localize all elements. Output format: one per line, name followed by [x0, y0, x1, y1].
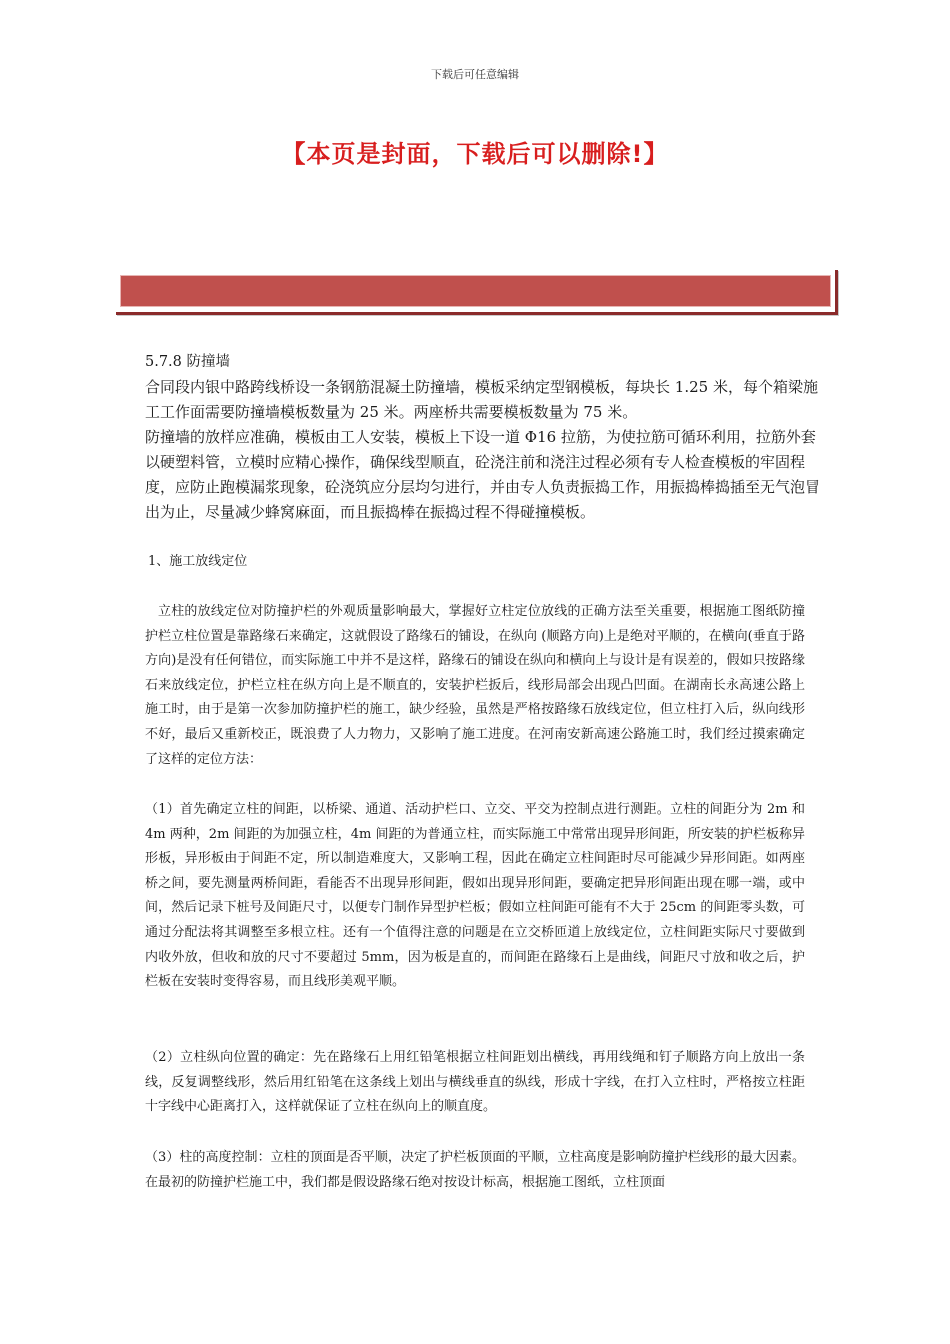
section-heading: 5.7.8 防撞墙	[145, 354, 231, 370]
body-paragraph-longitudinal: （2）立柱纵向位置的确定：先在路缘石上用红铅笔根据立柱间距划出横线，再用线绳和钉子顺路方向上放出一条线，反复调整线形，然后用红铅笔在这条线上划出与横线垂直的纵线，形成十字线，在打入立柱时，严格按立柱距十字线中心距离打入，这样就保证了立柱在纵向上的顺直度。	[145, 1050, 805, 1115]
body-paragraph-spacing: （1）首先确定立柱的间距，以桥梁、通道、活动护栏口、立交、平交为控制点进行测距。立柱的间距分为 2m 和 4m 两种，2m 间距的为加强立柱，4m 间距的为普通立柱，而实际施工中常常出现异形间距，所安装的护栏板称异形板，异形板由于间距不定，所以制造难度大，又影响工程，因此在确定立柱间距时尽可能减少异形间距。如两座桥之间，要先测量两桥间距，看能否不出现异形间距，假如出现异形间距，要确定把异形间距出现在哪一端，或中间，然后记录下桩号及间距尺寸，以便专门制作异型护栏板；假如立柱间距可能有不大于 25cm 的间距零头数，可通过分配法将其调整至多根立柱。还有一个值得注意的问题是在立交桥匝道上放线定位，立柱间距实际尺寸要做到内收外放，但收和放的尺寸不要超过 5mm，因为板是直的，而间距在路缘石上是曲线，间距尺寸放和收之后，护栏板在安装时变得容易，而且线形美观平顺。	[145, 802, 805, 990]
banner-fill	[120, 275, 831, 307]
section-body	[145, 350, 825, 525]
body-paragraph-positioning: 立柱的放线定位对防撞护栏的外观质量影响最大，掌握好立柱定位放线的正确方法至关重要，根据施工图纸防撞护栏立柱位置是靠路缘石来确定，这就假设了路缘石的铺设，在纵向 (顺路方向)上是绝对平顺的，在横向(垂直于路方向)是没有任何错位，而实际施工中并不是这样，路缘石的铺设在纵向和横向上与设计是有误差的，假如只按路缘石来放线定位，护栏立柱在纵方向上是不顺直的，安装护栏扳后，线形局部会出现凸凹面。在湖南长永高速公路上施工时，由于是第一次参加防撞护栏的施工，缺少经验，虽然是严格按路缘石放线定位，但立柱打入后，纵向线形不好，最后又重新校正，既浪费了人力物力，又影响了施工进度。在河南安新高速公路施工时，我们经过摸索确定了这样的定位方法：	[145, 604, 805, 767]
subsection-heading: 1、施工放线定位	[148, 554, 248, 569]
section-paragraph-1: 合同段内银中路跨线桥设一条钢筋混凝土防撞墙，模板采纳定型钢模板，每块长 1.25 米，每个箱梁施工工作面需要防撞墙模板数量为 25 米。两座桥共需要模板数量为 75 米。	[145, 378, 818, 421]
decorative-banner	[116, 270, 838, 315]
page-header-note: 下载后可任意编辑	[431, 68, 519, 81]
cover-notice: 【本页是封面，下载后可以删除!】	[281, 140, 669, 168]
body-paragraph-height: （3）柱的高度控制：立柱的顶面是否平顺，决定了护栏板顶面的平顺，立柱高度是影响防撞护栏线形的最大因素。在最初的防撞护栏施工中，我们都是假设路缘石绝对按设计标高，根据施工图纸，立柱顶面	[145, 1150, 805, 1190]
section-paragraph-2: 防撞墙的放样应准确，模板由工人安装，模板上下设一道 Φ16 拉筋，为使拉筋可循环利用，拉筋外套以硬塑料管，立模时应精心操作，确保线型顺直，砼浇注前和浇注过程必须有专人检查模板的牢固程度，应防止跑模漏浆现象，砼浇筑应分层均匀进行，并由专人负责振捣工作，用振捣棒捣插至无气泡冒出为止，尽量减少蜂窝麻面，而且振捣棒在振捣过程不得碰撞模板。	[145, 428, 821, 521]
